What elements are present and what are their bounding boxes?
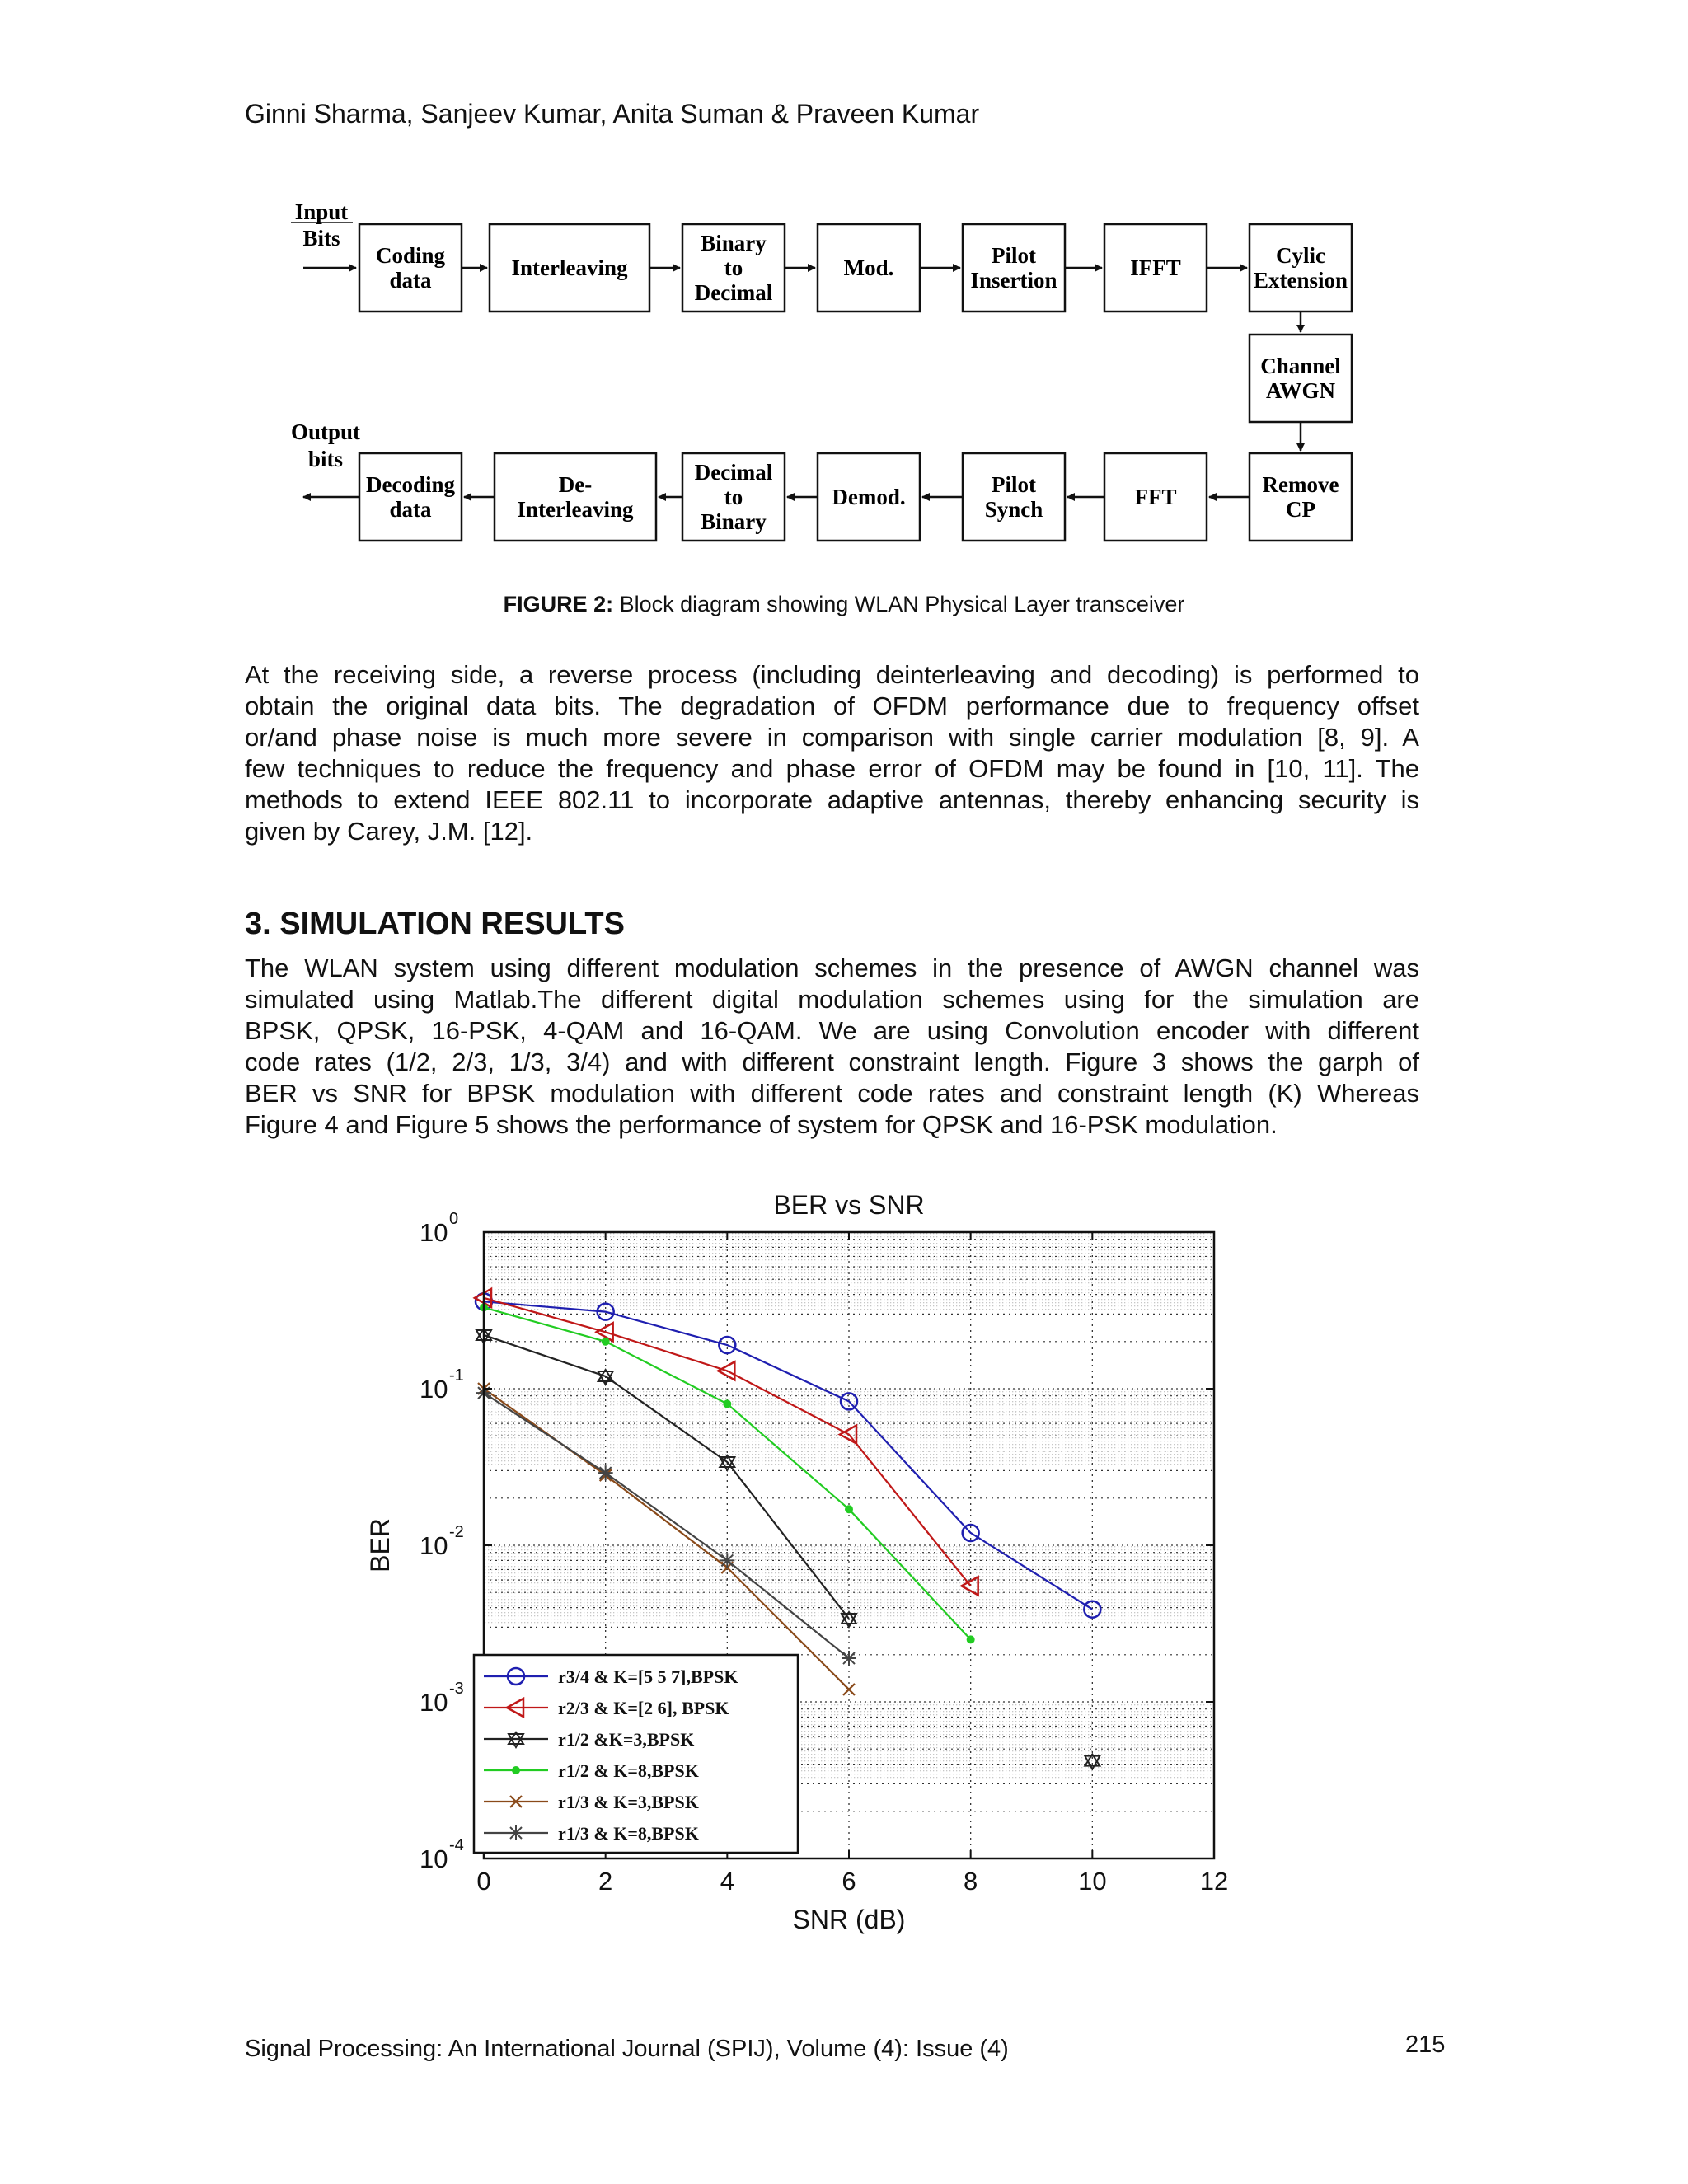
caption-label: FIGURE 2: [503, 592, 614, 616]
legend-label: r3/4 & K=[5 5 7],BPSK [558, 1666, 738, 1687]
y-tick-exponent: -4 [449, 1836, 464, 1854]
tx-block-3-label: Decimal [694, 280, 773, 305]
caption-text: Block diagram showing WLAN Physical Layer transceiver [613, 592, 1185, 616]
tx-block-6-label: IFFT [1130, 255, 1181, 280]
rx-block-7 [359, 453, 462, 541]
data-point [845, 1505, 853, 1513]
rx-block-2 [1104, 453, 1207, 541]
x-tick-label: 10 [1078, 1867, 1107, 1896]
tx-block-1-label: Coding [375, 243, 446, 268]
tx-block-2 [490, 224, 649, 312]
tx-block-6 [1104, 224, 1207, 312]
data-point [720, 1553, 734, 1568]
chart-title: BER vs SNR [773, 1190, 925, 1220]
y-tick-exponent: -1 [449, 1366, 464, 1385]
rx-block-5-label: Binary [701, 509, 767, 534]
para1-line: methods to extend IEEE 802.11 to incorporate adaptive antennas, thereby enhancing security is [245, 785, 1419, 814]
rx-block-7-label: Decoding [366, 472, 455, 497]
data-point [509, 1825, 523, 1840]
data-point [598, 1465, 613, 1480]
y-tick-label: 10 [420, 1688, 448, 1717]
x-tick-label: 6 [842, 1867, 856, 1896]
y-tick-label: 10 [420, 1218, 448, 1247]
tx-block-7-label: Cylic [1276, 243, 1325, 268]
output-label: bits [307, 447, 344, 471]
section-title: 3. SIMULATION RESULTS [245, 907, 625, 941]
legend-label: r1/3 & K=3,BPSK [558, 1792, 699, 1812]
legend-label: r1/2 &K=3,BPSK [558, 1729, 695, 1750]
x-tick-label: 2 [598, 1867, 613, 1896]
rx-block-7-label: data [389, 497, 432, 522]
paragraph-1 [245, 659, 1419, 847]
para2-line: Figure 4 and Figure 5 shows the performance of system for QPSK and 16-PSK modulation. [245, 1110, 1278, 1139]
ber-vs-snr-chart [363, 1170, 1253, 1945]
rx-block-1-label: CP [1286, 497, 1315, 522]
input-label: Bits [302, 226, 340, 251]
legend-entry [484, 1698, 729, 1718]
data-point [602, 1338, 610, 1346]
data-point [842, 1651, 856, 1666]
para1-line: obtain the original data bits. The degradation of OFDM performance due to frequency offset [245, 691, 1419, 720]
block-diagram [0, 0, 1688, 577]
rx-block-1 [1250, 453, 1352, 541]
y-tick-exponent: 0 [449, 1210, 459, 1228]
footer-journal: Signal Processing: An International Journal (SPIJ), Volume (4): Issue (4) [245, 2036, 1009, 2062]
tx-block-5-label: Pilot [992, 243, 1036, 268]
page-number: 215 [1405, 2032, 1446, 2058]
input-label: Input [294, 199, 349, 224]
channel-block [1250, 335, 1352, 422]
figure-2-caption [0, 592, 1688, 617]
legend-label: r2/3 & K=[2 6], BPSK [558, 1698, 729, 1718]
rx-block-3-label: Synch [984, 497, 1043, 522]
data-point [512, 1766, 520, 1774]
y-tick-label: 10 [420, 1844, 448, 1873]
rx-block-3-label: Pilot [992, 472, 1036, 497]
tx-block-4 [818, 224, 920, 312]
channel-block-label: Channel [1260, 354, 1341, 378]
rx-block-5 [682, 453, 785, 541]
para1-line: given by Carey, J.M. [12]. [245, 817, 533, 846]
rx-block-6-label: De- [558, 472, 593, 497]
para2-line: The WLAN system using different modulation schemes in the presence of AWGN channel was [245, 954, 1419, 982]
rx-block-1-label: Remove [1262, 472, 1339, 497]
x-axis-label: SNR (dB) [792, 1905, 906, 1934]
x-tick-label: 8 [964, 1867, 978, 1896]
rx-block-6-label: Interleaving [517, 497, 634, 522]
tx-block-7-label: Extension [1253, 268, 1348, 293]
para1-line: At the receiving side, a reverse process (including deinterleaving and decoding) is performed to [245, 660, 1419, 689]
channel-block-label: AWGN [1265, 378, 1336, 403]
y-tick-label: 10 [420, 1531, 448, 1560]
rx-block-5-label: to [724, 485, 743, 509]
x-tick-label: 12 [1199, 1867, 1229, 1896]
rx-block-5-label: Decimal [694, 460, 773, 485]
para1-line: few techniques to reduce the frequency and phase error of OFDM may be found in [10, 11]. The [245, 754, 1419, 783]
paragraph-2 [245, 953, 1419, 1141]
tx-block-5-label: Insertion [970, 268, 1057, 293]
running-header: Ginni Sharma, Sanjeev Kumar, Anita Suman & Praveen Kumar [245, 99, 980, 129]
para1-line: or/and phase noise is much more severe in comparison with single carrier modulation [8, 9]. A [245, 723, 1419, 752]
para2-line: BER vs SNR for BPSK modulation with different code rates and constraint length (K) Whereas [245, 1079, 1419, 1108]
x-tick-label: 0 [476, 1867, 491, 1896]
para2-line: BPSK, QPSK, 16-PSK, 4-QAM and 16-QAM. We are using Convolution encoder with different [245, 1016, 1419, 1045]
para2-line: code rates (1/2, 2/3, 1/3, 3/4) and with different constraint length. Figure 3 shows the garph of [245, 1047, 1419, 1076]
y-axis-label: BER [365, 1518, 395, 1572]
x-tick-label: 4 [720, 1867, 734, 1896]
y-tick-label: 10 [420, 1375, 448, 1404]
tx-block-7 [1250, 224, 1352, 312]
rx-block-4-label: Demod. [832, 485, 906, 509]
tx-block-3-label: to [724, 255, 743, 280]
rx-block-4 [818, 453, 920, 541]
rx-block-2-label: FFT [1134, 485, 1177, 509]
y-tick-exponent: -3 [449, 1680, 464, 1698]
rx-block-6 [495, 453, 656, 541]
tx-block-1 [359, 224, 462, 312]
tx-block-3-label: Binary [701, 231, 767, 255]
output-label: Output [290, 419, 361, 444]
legend-label: r1/2 & K=8,BPSK [558, 1760, 699, 1781]
tx-block-5 [963, 224, 1065, 312]
legend-entry [484, 1729, 694, 1750]
tx-block-2-label: Interleaving [511, 255, 628, 280]
tx-block-1-label: data [389, 268, 432, 293]
tx-block-3 [682, 224, 785, 312]
y-tick-exponent: -2 [449, 1523, 464, 1541]
rx-block-3 [963, 453, 1065, 541]
data-point [723, 1399, 731, 1408]
para2-line: simulated using Matlab.The different digital modulation schemes using for the simulation are [245, 985, 1419, 1014]
legend-label: r1/3 & K=8,BPSK [558, 1823, 699, 1844]
tx-block-4-label: Mod. [843, 255, 894, 280]
data-point [967, 1635, 975, 1643]
